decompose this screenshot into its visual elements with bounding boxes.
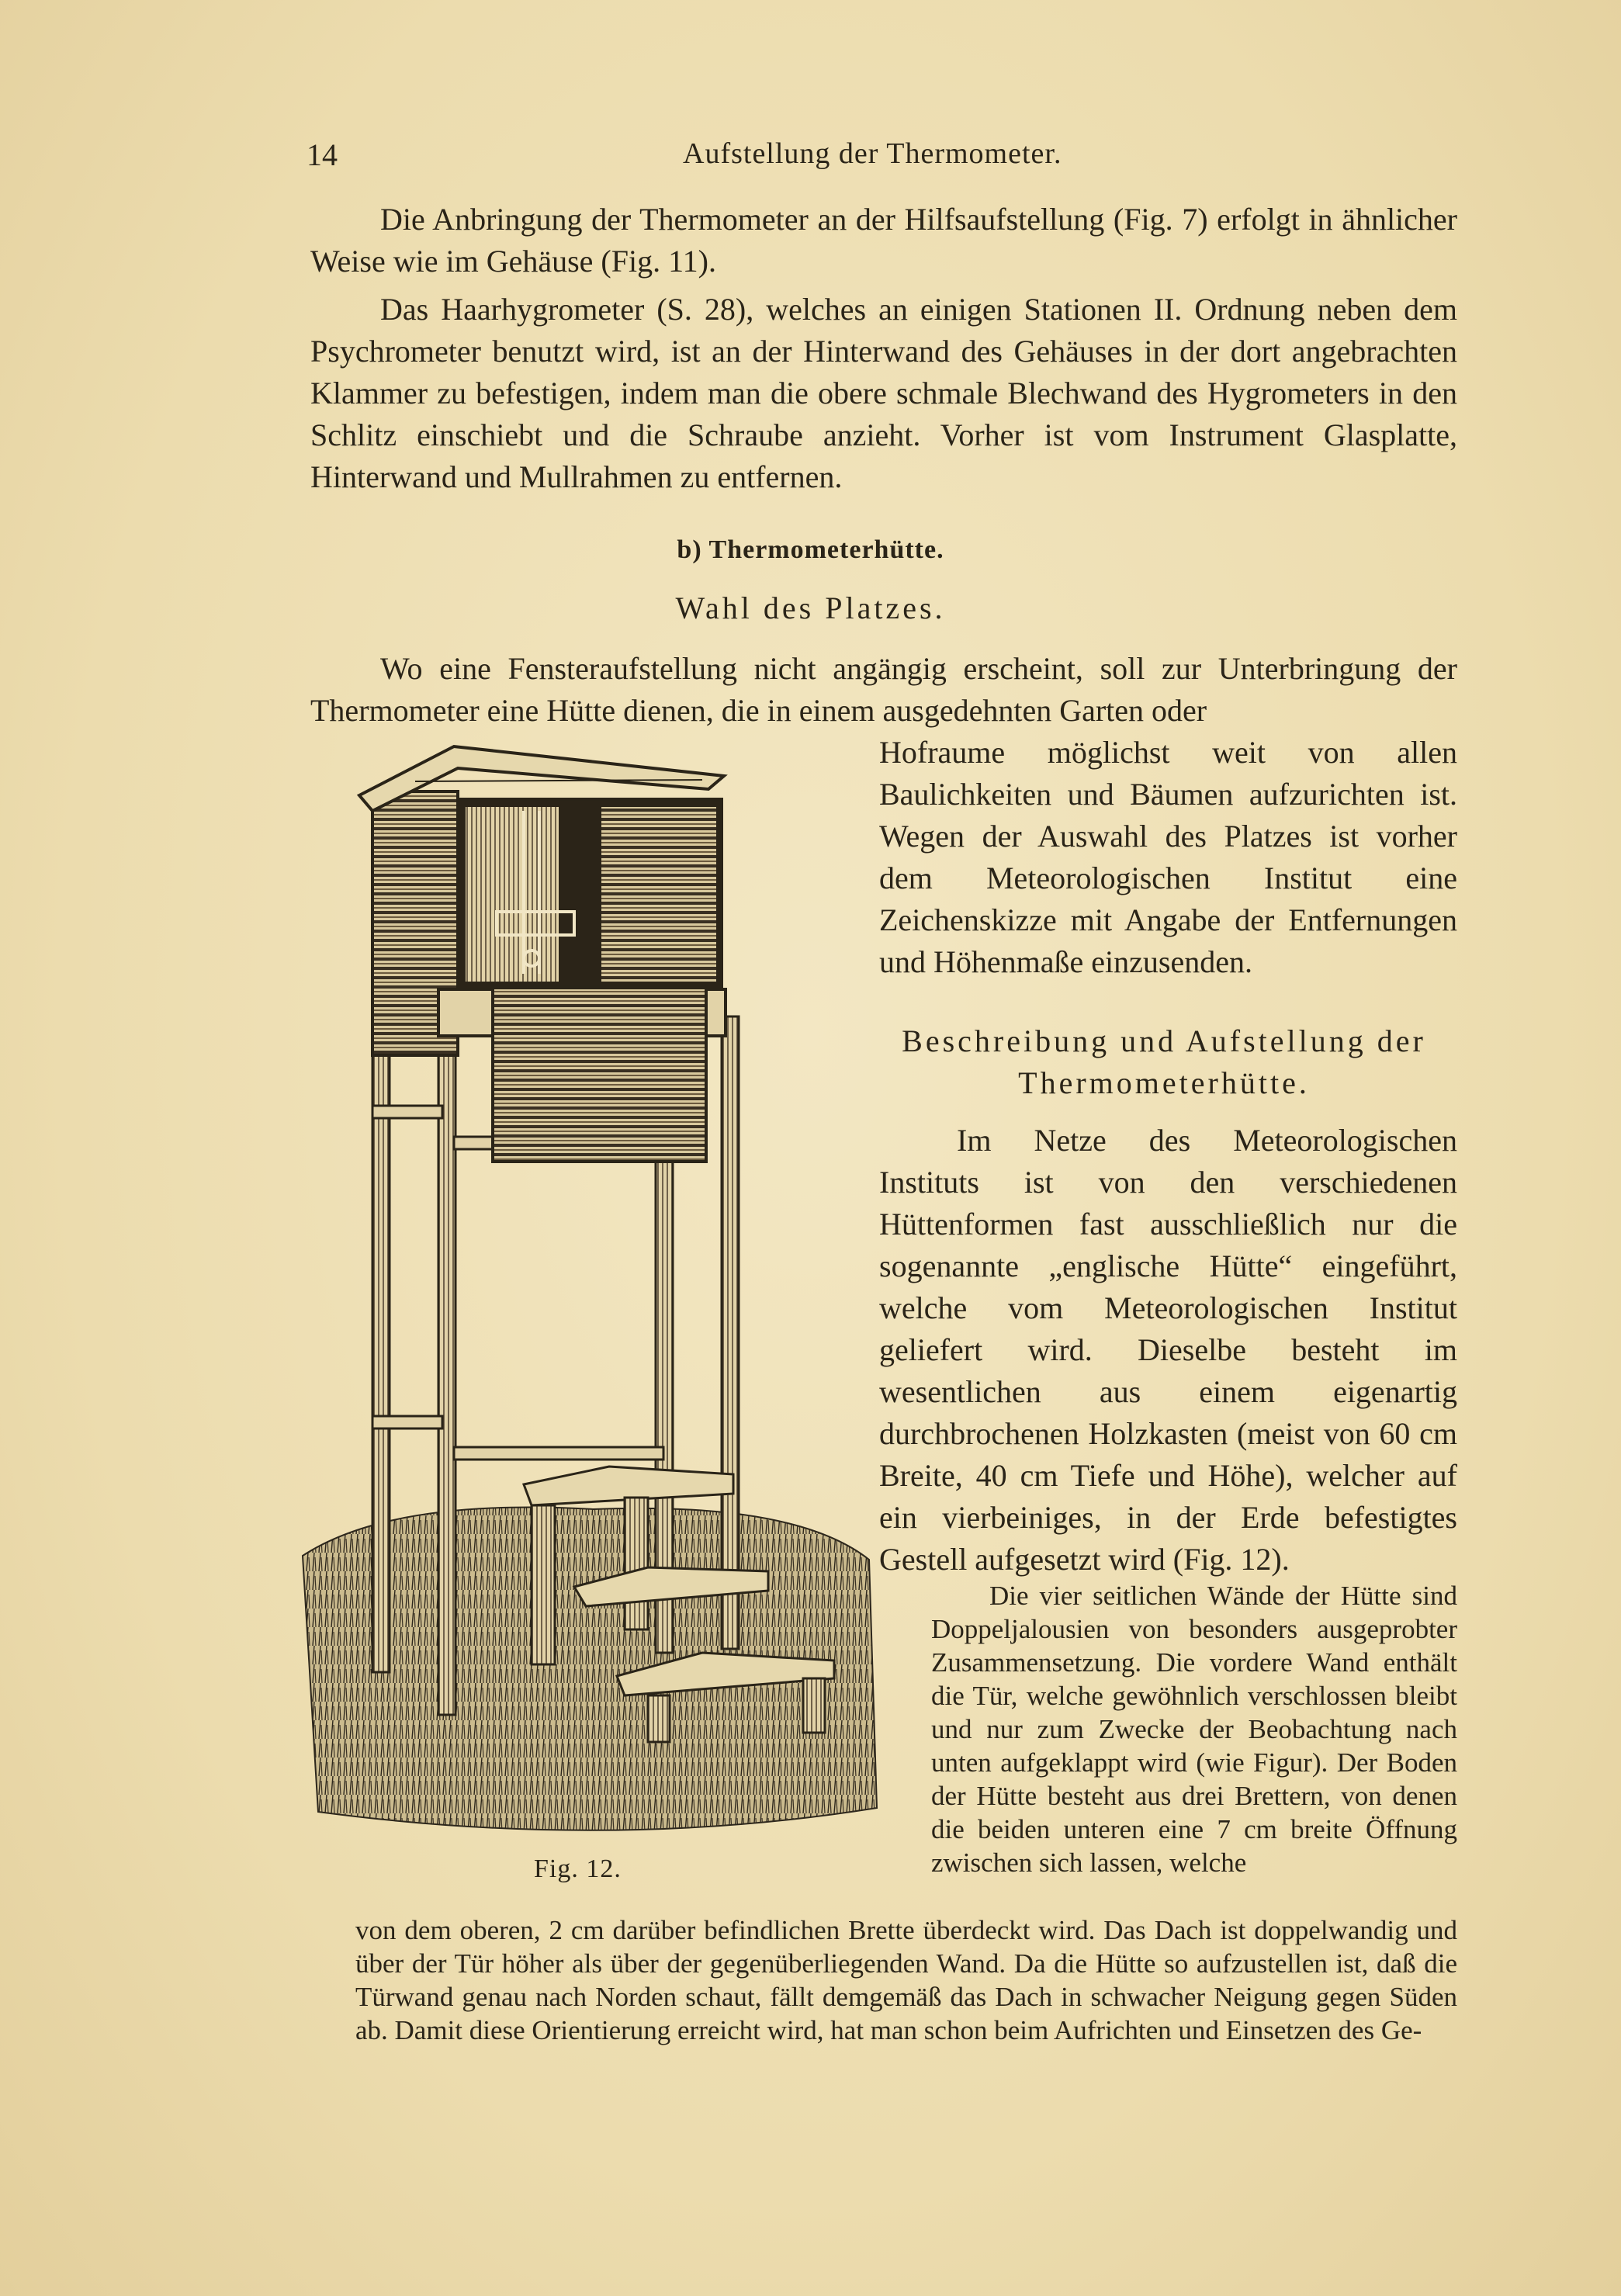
page-number: 14 <box>307 137 338 172</box>
beschreibung-paragraph-1 <box>879 1120 1457 1581</box>
intro-text <box>310 199 1457 498</box>
beschreibung-paragraph-2-full <box>355 1913 1457 2047</box>
paragraph-hofraume: Hofraume möglichst weit von allen Baulichkeiten und Bäumen aufzurichten ist. Wegen der Auswahl des Platzes ist vorher dem Meteorologischen Institut eine Zeichenskizze mit Angabe der Entfernungen und Höhenmaße einzusenden. <box>879 735 1457 979</box>
subheading-wahl-des-platzes: Wahl des Platzes. <box>675 590 946 625</box>
subheading-beschreibung: Beschreibung und Aufstellung der Thermometerhütte. <box>902 1023 1426 1100</box>
section-heading-thermometerhuette: b) Thermometerhütte. <box>677 535 944 564</box>
paragraph-fensteraufstellung: Wo eine Fensteraufstellung nicht angängig erscheint, soll zur Unterbringung der Thermometer eine Hütte dienen, die in einem ausgedehnten Garten oder <box>310 651 1457 728</box>
paragraph-netze: Im Netze des Meteorologischen Instituts ist von den verschiedenen Hüttenformen fast ausschließlich nur die sogenannte „englische Hütte“ eingeführt, welche vom Meteorologischen Institut geliefert wird. Dieselbe besteht im wesentlichen aus einem eigenartig durchbrochenen Holzkasten (meist von 60 cm Breite, 40 cm Tiefe und Höhe), welcher auf ein vierbeiniges, in der Erde befestigtes Gestell aufgesetzt wird (Fig. 12). <box>879 1123 1457 1577</box>
wahl-paragraph-full <box>310 648 1457 732</box>
beschreibung-paragraph-2-side <box>931 1579 1457 1879</box>
figure-caption: Fig. 12. <box>534 1854 622 1883</box>
hut-open-door <box>493 987 706 1162</box>
thermometer-hut-illustration <box>299 733 888 1858</box>
paragraph-anbringung: Die Anbringung der Thermometer an der Hilfsaufstellung (Fig. 7) erfolgt in ähnlicher Weise wie im Gehäuse (Fig. 11). <box>310 202 1457 279</box>
paragraph-haarhygrometer: Das Haarhygrometer (S. 28), welches an einigen Stationen II. Ordnung neben dem Psychrometer benutzt wird, ist an der Hinterwand des Gehäuses in der dort angebrachten Klammer zu befestigen, indem man die obere schmale Blechwand des Hygrometers in den Schlitz einschiebt und die Schraube anzieht. Vorher ist vom Instrument Glasplatte, Hinterwand und Mullrahmen zu entfernen. <box>310 292 1457 494</box>
wahl-paragraph-side <box>879 732 1457 983</box>
running-title: Aufstellung der Thermometer. <box>683 137 1062 170</box>
paragraph-dach: von dem oberen, 2 cm darüber befindlichen Brette überdeckt wird. Das Dach ist doppelwandig und über der Tür höher als über der gegenüberliegenden Wand. Da die Hütte so aufzustellen ist, daß die Türwand genau nach Norden schaut, fällt demgemäß das Dach in schwacher Neigung gegen Süden ab. Damit diese Orientierung erreicht wird, hat man schon beim Aufrichten und Einsetzen des Ge- <box>355 1915 1457 2045</box>
running-header <box>0 130 1621 177</box>
paragraph-waende: Die vier seitlichen Wände der Hütte sind Doppeljalousien von besonders ausgeprobter Zusammensetzung. Die vordere Wand enthält die Tür, welche gewöhnlich verschlossen bleibt und nur zum Zwecke der Beobachtung nach unten aufgeklappt wird (wie Figur). Der Boden der Hütte besteht aus drei Brettern, von denen die beiden unteren eine 7 cm breite Öffnung zwischen sich lassen, welche <box>931 1581 1457 1878</box>
figure-thermometerhuette <box>299 733 888 1858</box>
